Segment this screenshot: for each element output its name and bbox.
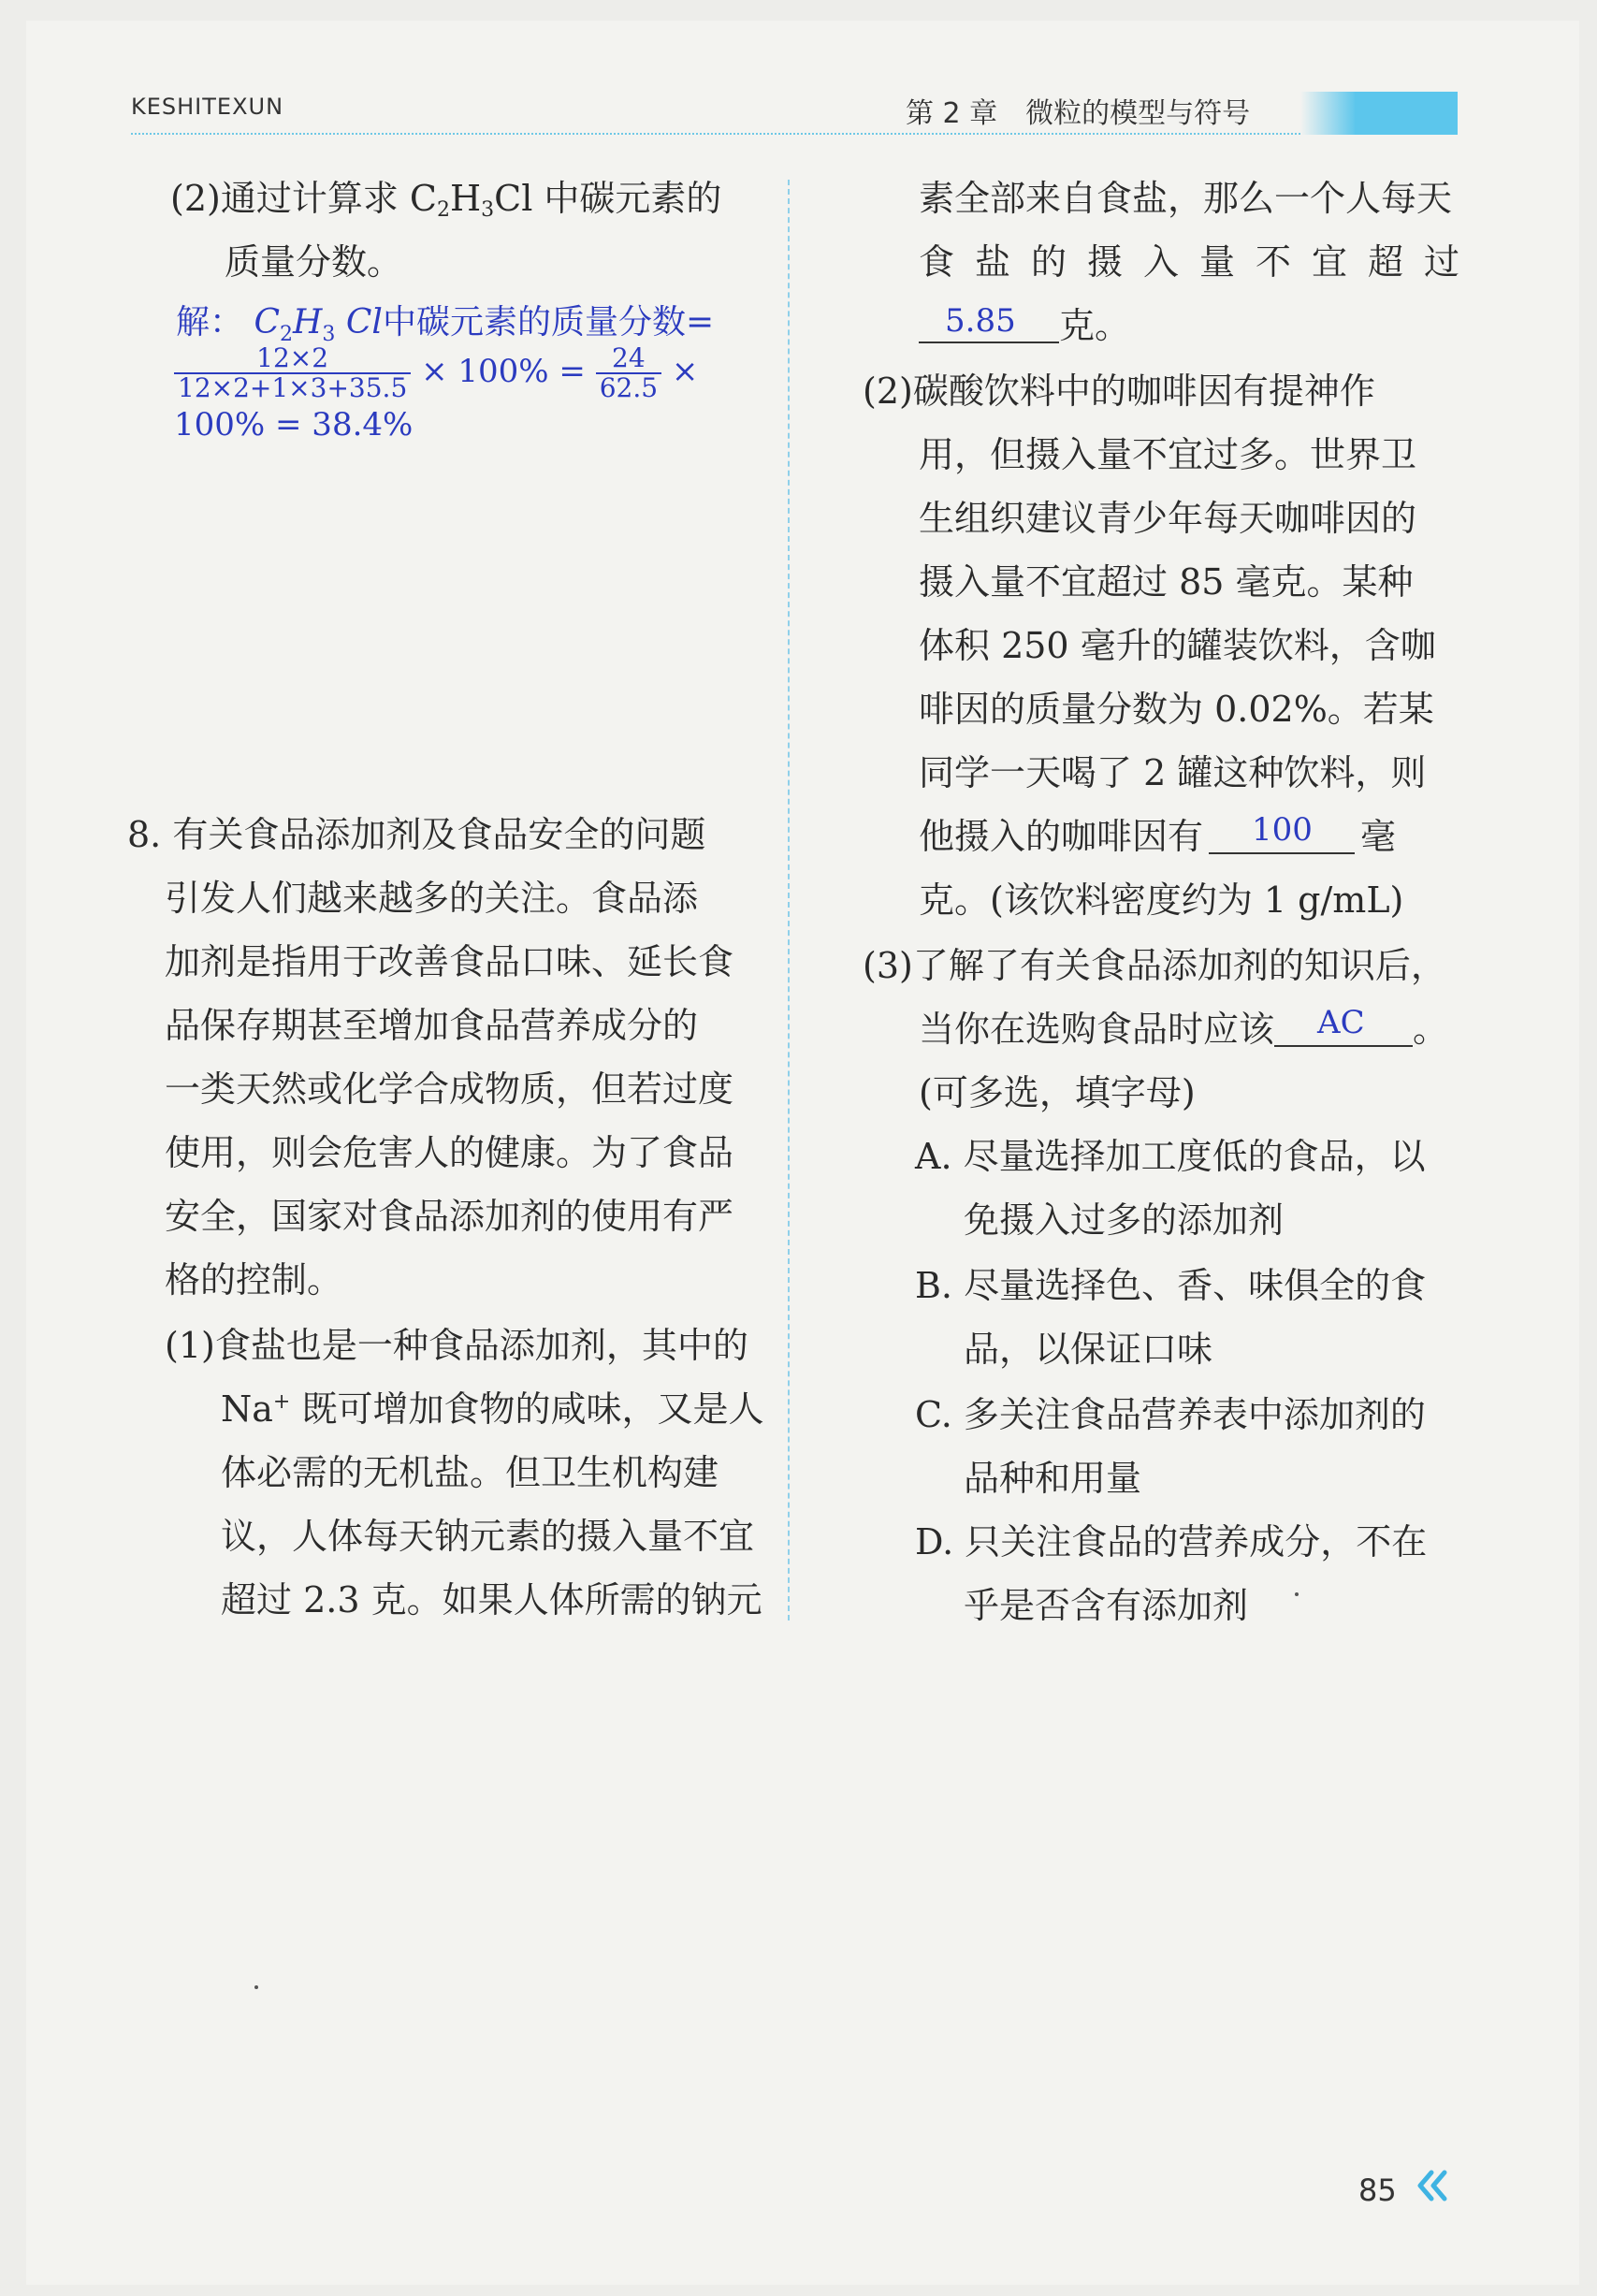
solution-line2: $\frac{12\times 2}{12\times 2+1\times 3+35.5}$ × 100% = $\frac{24}{62.5}$ ×	[174, 344, 698, 402]
page-number: 85	[1358, 2172, 1397, 2208]
q8-2-line: (2)碳酸饮料中的咖啡因有提神作	[863, 371, 1375, 412]
stray-dot	[254, 1985, 258, 1989]
column-divider	[788, 180, 790, 1620]
chapter-heading	[906, 90, 1250, 131]
q8-1-line: 议，人体每天钠元素的摄入量不宜	[221, 1516, 755, 1557]
q8-line: 一类天然或化学合成物质，但若过度	[165, 1068, 734, 1110]
q8-2-line: 用，但摄入量不宜过多。世界卫	[919, 434, 1417, 475]
answer-blank-2-line: 他摄入的咖啡因有 100 毫	[919, 811, 1397, 857]
solution-line1: 解： $C_2H_3$ Cl中碳元素的质量分数=	[176, 303, 715, 347]
answer-blank-3-line: 当你在选购食品时应该 AC 。	[919, 1004, 1449, 1050]
option-d: 乎是否含有添加剂	[964, 1585, 1249, 1626]
option-a: A. 尽量选择加工度低的食品，以	[915, 1136, 1426, 1177]
chapter-number: 第 2 章	[906, 97, 998, 130]
header-accent-fade	[1300, 92, 1357, 135]
q8-2-line: 克。(该饮料密度约为 1 g/mL)	[919, 879, 1404, 921]
q8-line: 品保存期甚至增加食品营养成分的	[165, 1005, 699, 1046]
q8-3-line: (3)了解了有关食品添加剂的知识后，	[863, 945, 1446, 986]
right-line: 食 盐 的 摄 入 量 不 宜 超 过	[919, 241, 1459, 283]
q8-line: 格的控制。	[165, 1259, 343, 1301]
q8-2-line: 生组织建议青少年每天咖啡因的	[919, 498, 1417, 539]
brand-label: KESHITEXUN	[131, 94, 284, 120]
q8-line: 引发人们越来越多的关注。食品添	[165, 878, 699, 919]
question-2-line1: (2)通过计算求 $C_2H_3Cl$ 中碳元素的	[170, 178, 722, 222]
q8-1-line: 体必需的无机盐。但卫生机构建	[221, 1452, 719, 1493]
q8-2-line: 摄入量不宜超过 85 毫克。某种	[919, 561, 1414, 603]
solution-result: 100% = 38.4%	[174, 406, 414, 443]
answer-blank-1: 5.85	[919, 304, 1059, 343]
fraction-1: $\frac{12\times 2}{12\times 2+1\times 3+35.5}$	[174, 344, 411, 402]
q8-line: 安全，国家对食品添加剂的使用有严	[165, 1196, 734, 1237]
header-accent-bar	[1355, 92, 1458, 135]
header-divider	[131, 133, 1300, 135]
answer-blank-1-line: 5.85 克。	[919, 294, 1130, 357]
answer-blank-3: AC	[1274, 1008, 1413, 1047]
option-c: 品种和用量	[964, 1458, 1142, 1499]
fraction-2: $\frac{24}{62.5}$	[596, 344, 661, 402]
option-a: 免摄入过多的添加剂	[964, 1199, 1285, 1241]
option-b: B. 尽量选择色、香、味俱全的食	[915, 1265, 1427, 1306]
option-c: C. 多关注食品营养表中添加剂的	[915, 1394, 1426, 1435]
stray-dot	[1295, 1592, 1299, 1596]
q8-2-line: 体积 250 毫升的罐装饮料，含咖	[919, 625, 1436, 666]
q8-2-line: 同学一天喝了 2 罐这种饮料，则	[919, 752, 1427, 793]
q8-3-line: (可多选，填字母)	[919, 1072, 1196, 1113]
option-b: 品，以保证口味	[964, 1329, 1213, 1370]
q8-line: 使用，则会危害人的健康。为了食品	[165, 1132, 734, 1173]
q8-1-line: (1)食盐也是一种食品添加剂，其中的	[165, 1325, 748, 1366]
q8-1-line: 超过 2.3 克。如果人体所需的钠元	[221, 1579, 762, 1620]
q8-line: 加剂是指用于改善食品口味、延长食	[165, 941, 734, 982]
question-2-line2: 质量分数。	[225, 241, 403, 283]
chapter-title: 微粒的模型与符号	[1025, 97, 1251, 130]
q8-line: 8. 有关食品添加剂及食品安全的问题	[127, 814, 706, 855]
option-d: D. 只关注食品的营养成分，不在	[915, 1521, 1428, 1562]
q8-2-line: 啡因的质量分数为 0.02%。若某	[919, 689, 1434, 730]
double-chevron-left-icon	[1415, 2169, 1452, 2206]
answer-blank-2: 100	[1209, 815, 1355, 854]
right-line: 素全部来自食盐，那么一个人每天	[919, 178, 1453, 219]
q8-1-line: Na+ 既可增加食物的咸味，又是人	[221, 1388, 764, 1430]
